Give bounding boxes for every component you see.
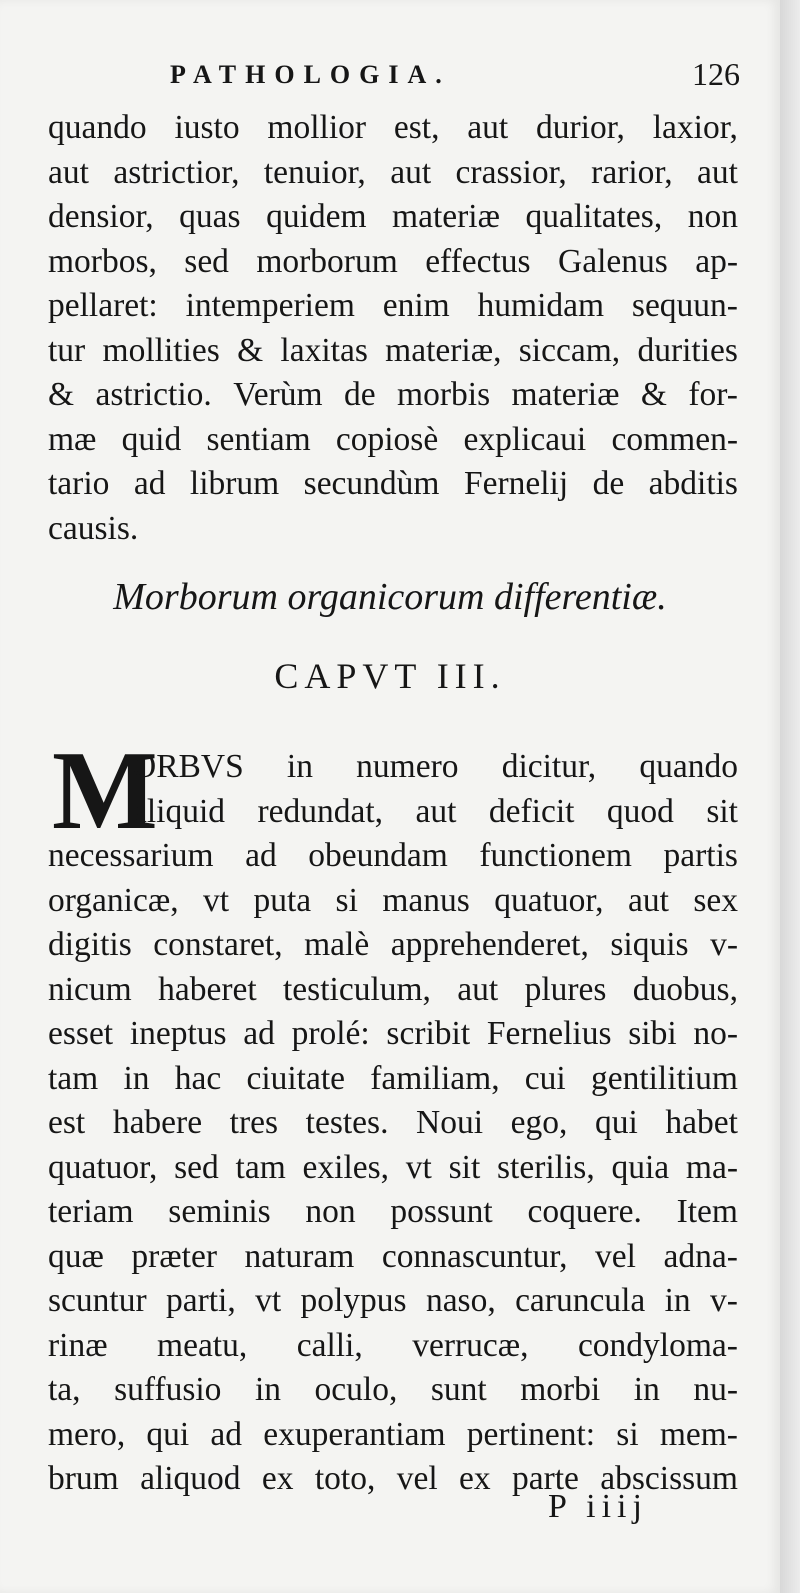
text-line: aut astrictior, tenuior, aut crassior, rarior, aut (48, 153, 738, 191)
page-header (150, 56, 740, 100)
text-line: esset ineptus ad prolé: scribit Fernelius sibi no- (48, 1015, 738, 1052)
text-line: aliquid redundat, aut deficit quod sit (132, 792, 738, 830)
text-line: est habere tres testes. Noui ego, qui habet (48, 1104, 738, 1141)
running-head: PATHOLOGIA. (170, 60, 451, 89)
text-line: brum aliquod ex toto, vel ex parte abscissum (48, 1460, 738, 1497)
text-line: & astrictio. Verùm de morbis materiæ & for- (48, 376, 738, 413)
signature-mark: P iiij (548, 1488, 648, 1525)
text-line: nicum haberet testiculum, aut plures duobus, (48, 970, 738, 1008)
text-line: ta, suffusio in oculo, sunt morbi in nu- (48, 1371, 738, 1408)
text-line: tur mollities & laxitas materiæ, siccam, durities (48, 331, 738, 369)
text-line: tario ad librum secundùm Fernelij de abditis (48, 465, 738, 502)
text-line: tam in hac ciuitate familiam, cui gentilitium (48, 1059, 738, 1097)
text-line: morbos, sed morborum effectus Galenus ap- (48, 242, 738, 280)
text-line: mæ quid sentiam copiosè explicaui commen- (48, 420, 738, 458)
chapter-body (48, 729, 738, 1502)
text-line: teriam seminis non possunt coquere. Item (48, 1193, 738, 1230)
page-number: 126 (692, 56, 740, 92)
text-line: necessarium ad obeundam functionem partis (48, 837, 738, 874)
text-line: causis. (48, 509, 139, 547)
text-line: densior, quas quidem materiæ qualitates, non (48, 198, 738, 235)
text-line: mero, qui ad exuperantiam pertinent: si mem- (48, 1415, 738, 1453)
text-line: quando iusto mollior est, aut durior, laxior, (48, 109, 738, 146)
text-line: quæ præter naturam connascuntur, vel adna- (48, 1237, 738, 1275)
text-line: scuntur parti, vt polypus naso, caruncula in v- (48, 1282, 738, 1319)
paragraph-continuation (48, 106, 738, 551)
text-line: organicæ, vt puta si manus quatuor, aut sex (48, 881, 738, 919)
text-line: ORBVS in numero dicitur, quando (132, 748, 738, 785)
text-line: pellaret: intemperiem enim humidam sequun- (48, 287, 738, 324)
chapter-heading: CAPVT III. (274, 656, 506, 696)
text-line: quatuor, sed tam exiles, vt sit sterilis, quia ma- (48, 1148, 738, 1186)
text-line: rinæ meatu, calli, verrucæ, condyloma- (48, 1326, 738, 1364)
drop-cap: M (52, 729, 158, 853)
text-line: digitis constaret, malè apprehenderet, siquis v- (48, 926, 738, 963)
section-subtitle: Morborum organicorum differentiæ. (113, 576, 667, 618)
